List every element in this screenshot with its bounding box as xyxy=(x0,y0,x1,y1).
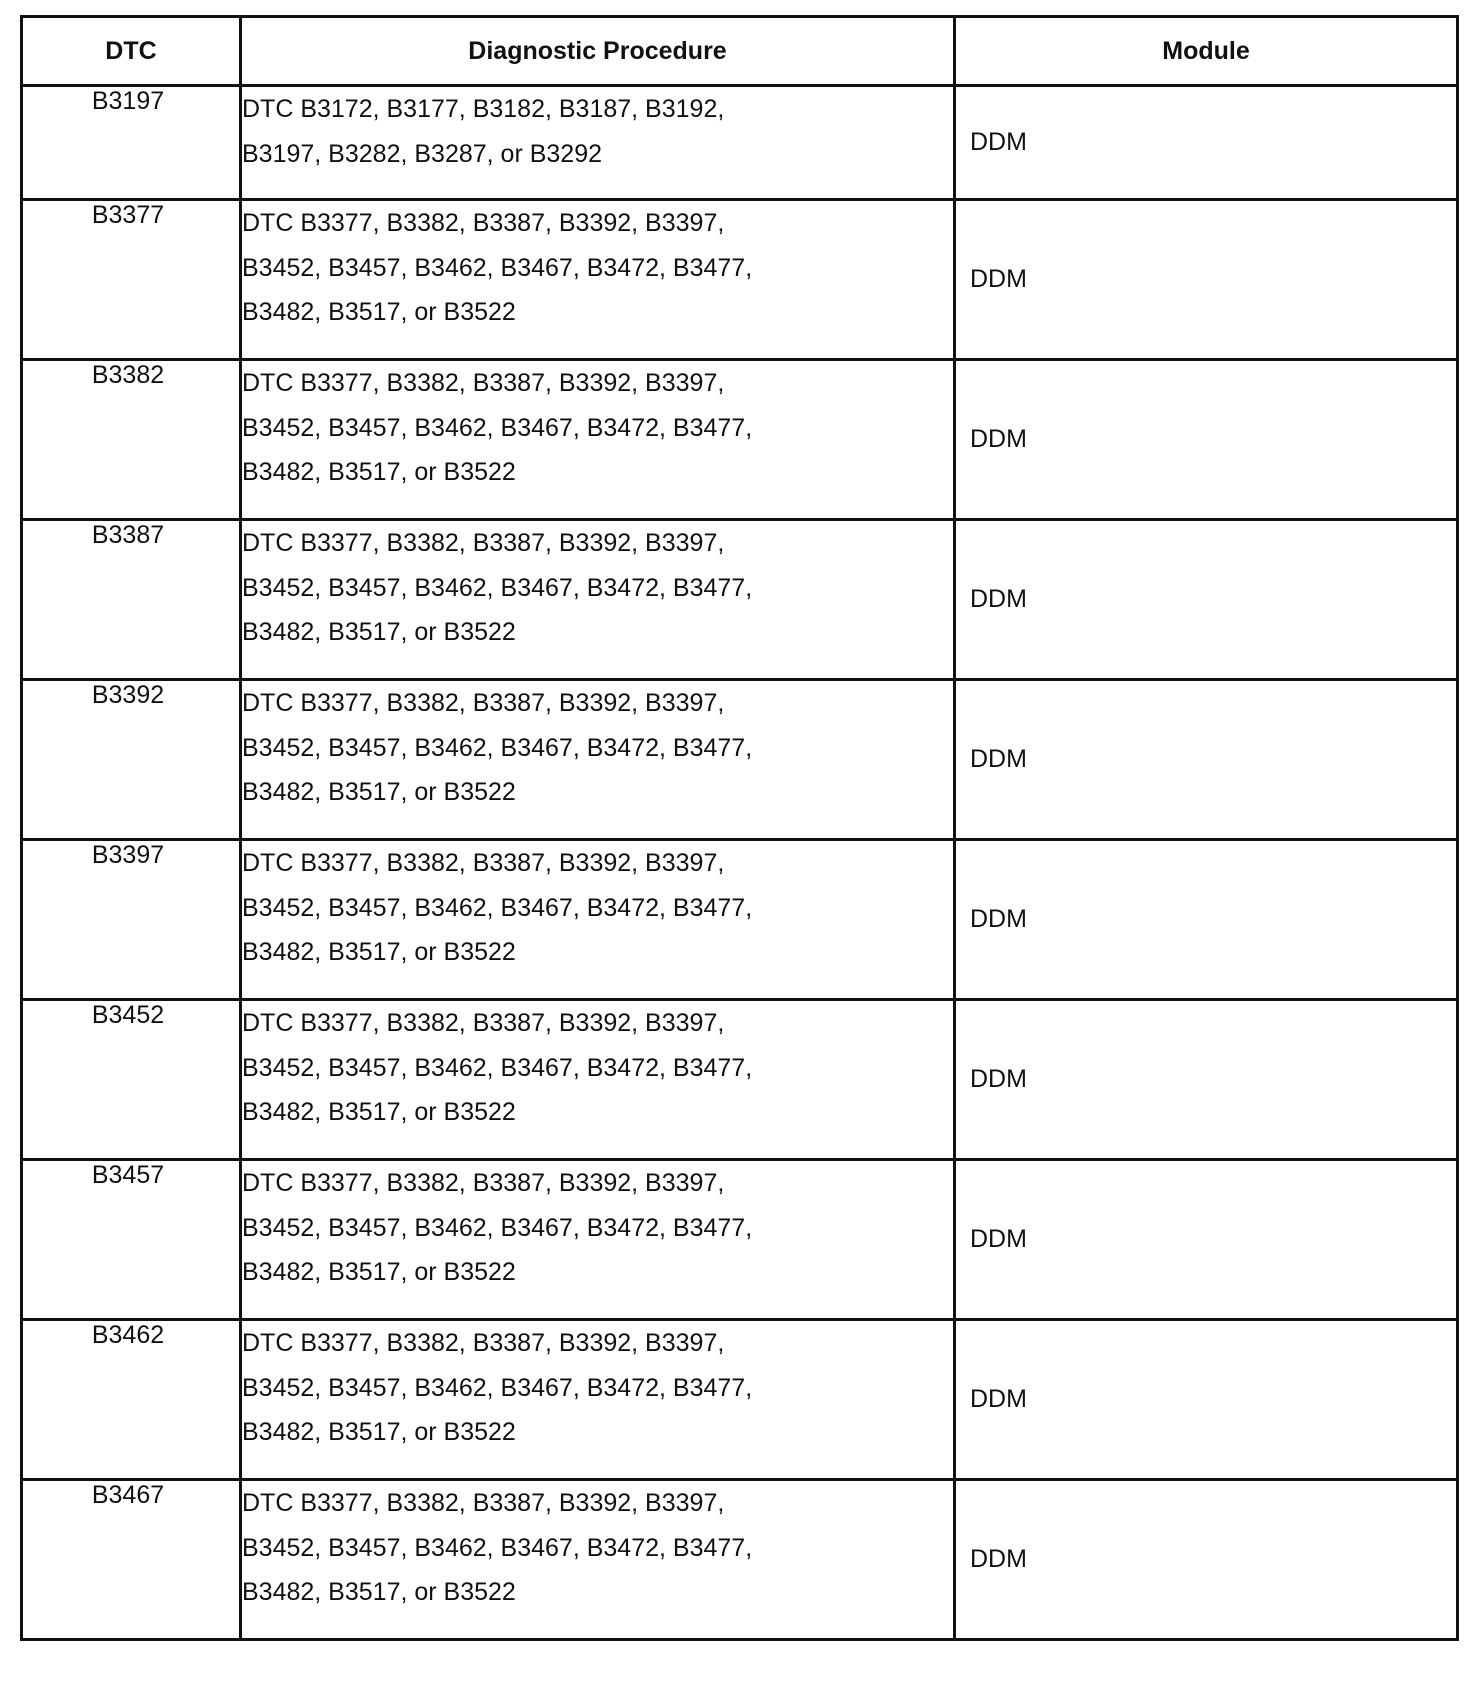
dtc-code: B3462 xyxy=(91,1321,165,1349)
procedure-line: B3452, B3457, B3462, B3467, B3472, B3477, xyxy=(242,253,753,282)
table-row xyxy=(22,1320,1458,1480)
table-row xyxy=(22,520,1458,680)
diagnostic-procedure-cell xyxy=(241,680,955,840)
diagnostic-procedure-cell xyxy=(241,1320,955,1480)
dtc-code: B3377 xyxy=(91,201,165,229)
document-page xyxy=(20,15,1456,1641)
module-cell: DDM xyxy=(955,1320,1458,1480)
diagnostic-procedure-cell xyxy=(241,200,955,360)
dtc-code: B3397 xyxy=(91,841,165,869)
diagnostic-procedure-cell xyxy=(241,1160,955,1320)
module-cell: DDM xyxy=(955,1480,1458,1640)
procedure-line: DTC B3377, B3382, B3387, B3392, B3397, xyxy=(242,1169,725,1197)
procedure-line: B3482, B3517, or B3522 xyxy=(242,938,516,966)
procedure-line: DTC B3377, B3382, B3387, B3392, B3397, xyxy=(242,849,725,877)
dtc-code-cell xyxy=(22,680,241,840)
diagnostic-procedure-cell xyxy=(241,86,955,200)
procedure-line: DTC B3377, B3382, B3387, B3392, B3397, xyxy=(242,529,725,557)
dtc-code: B3467 xyxy=(91,1481,165,1509)
module-cell: DDM xyxy=(955,1000,1458,1160)
procedure-line: B3482, B3517, or B3522 xyxy=(242,1258,516,1286)
procedure-line: DTC B3377, B3382, B3387, B3392, B3397, xyxy=(242,209,725,237)
dtc-code-cell xyxy=(22,86,241,200)
dtc-code-cell xyxy=(22,200,241,360)
module-cell: DDM xyxy=(955,1160,1458,1320)
procedure-line: B3482, B3517, or B3522 xyxy=(242,618,516,646)
dtc-code-cell xyxy=(22,360,241,520)
procedure-line: DTC B3377, B3382, B3387, B3392, B3397, xyxy=(242,1489,725,1517)
table-row xyxy=(22,360,1458,520)
procedure-line: B3482, B3517, or B3522 xyxy=(242,298,516,326)
dtc-code-cell xyxy=(22,840,241,1000)
table-header-row xyxy=(22,17,1458,86)
dtc-table xyxy=(20,15,1459,1641)
dtc-code: B3457 xyxy=(91,1161,165,1189)
dtc-code-cell xyxy=(22,1320,241,1480)
procedure-line: B3482, B3517, or B3522 xyxy=(242,1578,516,1606)
dtc-code-cell xyxy=(22,1160,241,1320)
procedure-line: B3482, B3517, or B3522 xyxy=(242,1098,516,1126)
procedure-line: B3452, B3457, B3462, B3467, B3472, B3477, xyxy=(242,733,753,762)
table-row xyxy=(22,86,1458,200)
table-row xyxy=(22,1160,1458,1320)
module-cell: DDM xyxy=(955,360,1458,520)
procedure-line: B3452, B3457, B3462, B3467, B3472, B3477, xyxy=(242,1053,753,1082)
table-row xyxy=(22,200,1458,360)
procedure-line: DTC B3377, B3382, B3387, B3392, B3397, xyxy=(242,689,725,717)
procedure-line: DTC B3377, B3382, B3387, B3392, B3397, xyxy=(242,369,725,397)
dtc-code-cell xyxy=(22,1480,241,1640)
table-row xyxy=(22,1000,1458,1160)
table-row xyxy=(22,840,1458,1000)
dtc-code: B3387 xyxy=(91,521,165,549)
module-cell: DDM xyxy=(955,520,1458,680)
table-row xyxy=(22,1480,1458,1640)
header-diagnostic-procedure: Diagnostic Procedure xyxy=(241,17,955,86)
procedure-line: B3452, B3457, B3462, B3467, B3472, B3477, xyxy=(242,1213,753,1242)
procedure-line: B3452, B3457, B3462, B3467, B3472, B3477, xyxy=(242,413,753,442)
procedure-line: B3482, B3517, or B3522 xyxy=(242,458,516,486)
module-cell: DDM xyxy=(955,86,1458,200)
header-module: Module xyxy=(955,17,1458,86)
table-row xyxy=(22,680,1458,840)
procedure-line: B3452, B3457, B3462, B3467, B3472, B3477, xyxy=(242,1533,753,1562)
diagnostic-procedure-cell xyxy=(241,520,955,680)
dtc-code: B3392 xyxy=(91,681,165,709)
header-dtc: DTC xyxy=(22,17,241,86)
diagnostic-procedure-cell xyxy=(241,840,955,1000)
procedure-line: DTC B3172, B3177, B3182, B3187, B3192, xyxy=(242,95,725,123)
procedure-line: B3197, B3282, B3287, or B3292 xyxy=(242,139,603,168)
module-cell: DDM xyxy=(955,840,1458,1000)
procedure-line: B3482, B3517, or B3522 xyxy=(242,1418,516,1446)
procedure-line: B3452, B3457, B3462, B3467, B3472, B3477, xyxy=(242,1373,753,1402)
module-cell: DDM xyxy=(955,680,1458,840)
dtc-code: B3197 xyxy=(91,87,165,115)
diagnostic-procedure-cell xyxy=(241,1480,955,1640)
procedure-line: DTC B3377, B3382, B3387, B3392, B3397, xyxy=(242,1329,725,1357)
dtc-code: B3382 xyxy=(91,361,165,389)
procedure-line: DTC B3377, B3382, B3387, B3392, B3397, xyxy=(242,1009,725,1037)
dtc-code-cell xyxy=(22,520,241,680)
diagnostic-procedure-cell xyxy=(241,360,955,520)
dtc-code: B3452 xyxy=(91,1001,165,1029)
module-cell: DDM xyxy=(955,200,1458,360)
table-body xyxy=(22,86,1458,1640)
procedure-line: B3452, B3457, B3462, B3467, B3472, B3477, xyxy=(242,893,753,922)
diagnostic-procedure-cell xyxy=(241,1000,955,1160)
dtc-code-cell xyxy=(22,1000,241,1160)
procedure-line: B3452, B3457, B3462, B3467, B3472, B3477, xyxy=(242,573,753,602)
procedure-line: B3482, B3517, or B3522 xyxy=(242,778,516,806)
